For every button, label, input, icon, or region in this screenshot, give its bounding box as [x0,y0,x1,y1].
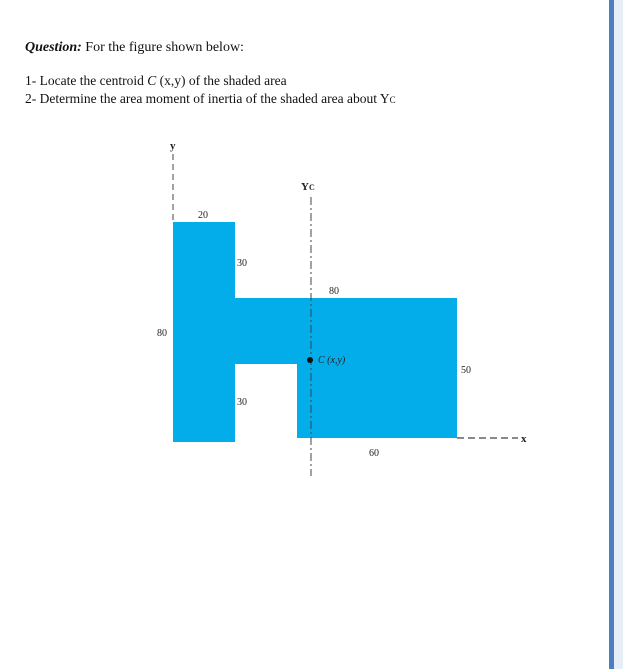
y-axis-label: y [170,140,176,152]
task-2-prefix: 2- Determine the area moment of inertia of the shaded area about Y [25,91,390,106]
task-1-prefix: 1- Locate the centroid [25,73,148,88]
yc-axis-label: YC [301,181,315,193]
dim-right-height: 50 [461,365,471,376]
shaded-area [173,222,457,442]
centroid-point [307,357,313,363]
x-axis-label: x [521,433,527,445]
dim-bottom-width: 60 [369,448,379,459]
task-1-suffix: (x,y) of the shaded area [156,73,287,88]
question-text: For the figure shown below: [81,40,244,55]
dim-top-width: 20 [198,210,208,221]
task-1-symbol: C [147,73,157,88]
dim-left-height: 80 [157,328,167,339]
dim-upper-gap: 30 [237,258,247,269]
dim-lower-gap: 30 [237,397,247,408]
task-2-subscript: C [389,95,396,105]
centroid-label: C (x,y) [318,355,346,366]
question-label: Question: [25,40,82,55]
dim-right-top: 80 [329,286,339,297]
